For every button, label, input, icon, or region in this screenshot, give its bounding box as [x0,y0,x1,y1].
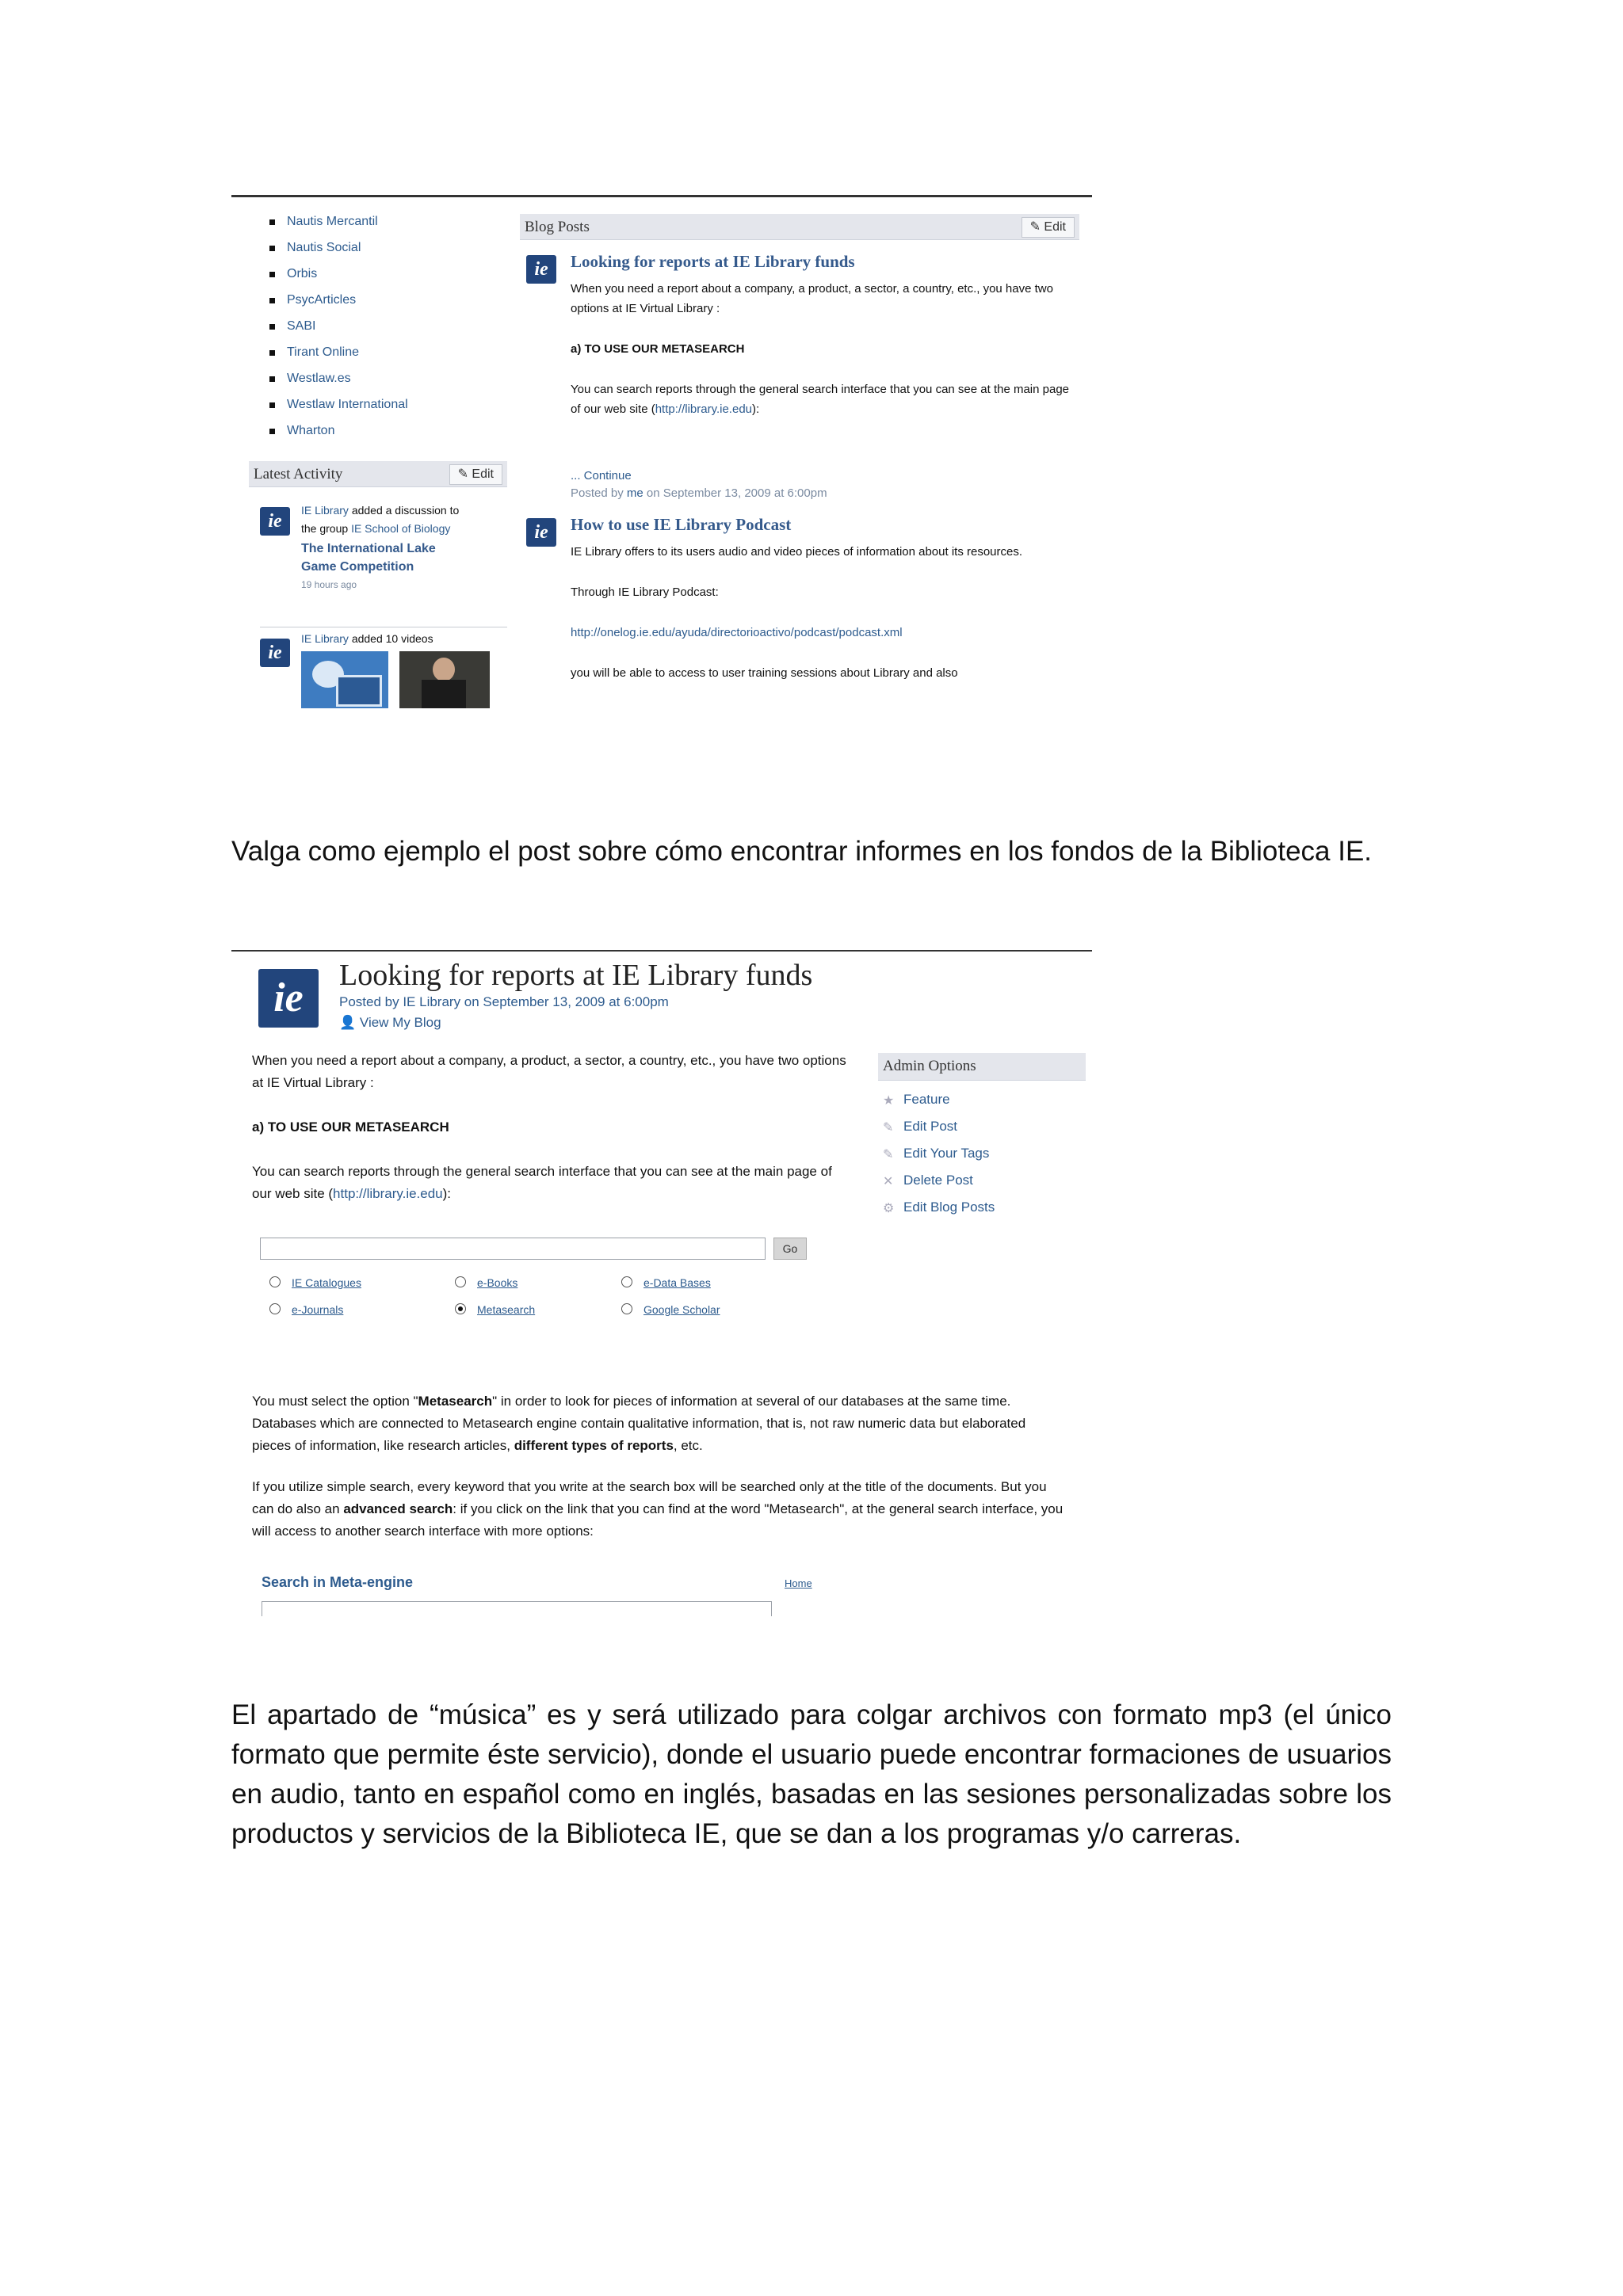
ie-logo-icon: ie [258,969,319,1028]
search-input[interactable] [260,1238,766,1260]
video-thumbnail-person[interactable] [399,651,490,708]
screenshot-blog-post [231,947,1092,1619]
text: on September 13, 2009 at 6:00pm [646,486,827,500]
admin-options-header [878,1053,1086,1081]
paragraph-musica: El apartado de “música” es y será utilizado para colgar archivos con formato mp3 (el único formato que permite éste servicio), donde el usuario puede encontrar formaciones de usuarios en audio, tanto en español como en inglés, basadas en las sesiones personalizadas sobre los productos y servicios de la Biblioteca IE, que se dan a los programas y/o carreras. [231,1699,1392,1849]
post1-meta [571,486,827,500]
latest-activity-header [249,461,507,487]
delete-icon: ✕ [883,1175,894,1188]
top-divider [231,195,1092,197]
text: , etc. [673,1438,703,1453]
database-link[interactable]: Orbis [269,266,475,292]
person-icon: 👤 [339,1015,357,1030]
database-link[interactable]: SABI [269,318,475,345]
post2-p1: IE Library offers to its users audio and video pieces of information about its resources. [571,545,1023,559]
blog-posts-header [520,214,1079,240]
activity-verb: added a discussion to the group [301,504,460,535]
view-my-blog-link[interactable]: View My Blog [359,1015,441,1030]
text: You can search reports through the general search interface that you can see at the main page of our web site ( [252,1164,832,1201]
database-link[interactable]: Nautis Mercantil [269,214,475,240]
option-label[interactable]: Metasearch [477,1303,536,1316]
post-p2: a) TO USE OUR METASEARCH [252,1119,449,1135]
option-label[interactable]: IE Catalogues [292,1276,361,1289]
text-bold: different types of reports [514,1438,674,1453]
text: You must select the option " [252,1394,418,1409]
ie-logo-icon: ie [526,518,556,547]
database-link[interactable]: PsycArticles [269,292,475,318]
pencil-icon: ✎ [883,1148,894,1161]
database-link[interactable]: Nautis Social [269,240,475,266]
admin-edit-post[interactable] [880,1118,1086,1145]
paragraph-example: Valga como ejemplo el post sobre cómo encontrar informes en los fondos de la Biblioteca IE. [231,836,1373,867]
ie-logo-icon: ie [526,255,556,284]
text: " in order to look for pieces of information at several of our databases at the same time. Databases which are connected to Metasearch engine contain qualitative information, that is, not raw numeric data but elaborated pieces of information, like research articles, [252,1394,1026,1453]
text: If you utilize simple search, every keyword that you write at the search box will be searched only at the title of the documents. But you can do also an [252,1479,1047,1516]
radio-metasearch[interactable] [455,1303,466,1314]
activity-verb: added 10 videos [351,632,433,645]
ie-logo-icon: ie [260,507,290,536]
author-link[interactable]: me [626,486,643,500]
database-link[interactable]: Tirant Online [269,345,475,371]
option-label[interactable]: e-Data Bases [643,1276,711,1289]
option-label[interactable]: e-Books [477,1276,518,1289]
radio-e-data-bases[interactable] [621,1276,632,1287]
label: Edit Post [903,1119,958,1134]
website-link[interactable]: http://library.ie.edu [333,1186,443,1201]
admin-edit-blog-posts[interactable] [880,1199,1086,1226]
activity-actor-link[interactable]: IE Library [301,632,349,645]
post-meta: Posted by IE Library on September 13, 2009 at 6:00pm [339,994,669,1009]
text: You can search reports through the general search interface that you can see at the main page of our web site ( [571,383,1070,416]
meta-engine-title: Search in Meta-engine [262,1574,414,1590]
ie-logo-icon: ie [260,639,290,667]
post-p3 [252,1161,854,1205]
database-link[interactable]: Westlaw International [269,397,475,423]
blog-posts-edit-button[interactable]: ✎ Edit [1022,217,1075,238]
text-bold: advanced search [343,1501,453,1516]
text: ): [752,402,760,416]
video-thumbnail-camera[interactable] [301,651,388,708]
home-link[interactable]: Home [785,1577,812,1589]
post1-title-link[interactable]: Looking for reports at IE Library funds [571,252,855,271]
admin-options-list [880,1091,1086,1226]
post1-p2: a) TO USE OUR METASEARCH [571,342,745,356]
go-button[interactable]: Go [773,1238,807,1260]
admin-delete-post[interactable] [880,1172,1086,1199]
text: Posted by [571,486,624,500]
edit-label: Edit [472,467,494,481]
post1-continue-link[interactable]: ... Continue [571,469,632,482]
database-link[interactable]: Westlaw.es [269,371,475,397]
post-p4 [252,1390,1068,1457]
option-label[interactable]: e-Journals [292,1303,344,1316]
post1-p1: When you need a report about a company, a product, a sector, a country, etc., you have two options at IE Virtual Library : [571,282,1053,315]
radio-e-journals[interactable] [269,1303,281,1314]
post-title: Looking for reports at IE Library funds [339,959,813,992]
database-list [269,214,475,449]
post-body-lower [252,1390,1068,1543]
activity-actor-link[interactable]: IE Library [301,504,349,517]
activity-item-1 [301,502,468,594]
activity-discussion-link[interactable]: The International Lake Game Competition [301,542,436,574]
option-label[interactable]: Google Scholar [643,1303,720,1316]
text: : if you click on the link that you can find at the word "Metasearch", at the general search interface, you will access to another search interface with more options: [252,1501,1064,1539]
view-my-blog[interactable] [339,1015,441,1031]
post1-body [571,279,1070,419]
label: Delete Post [903,1173,973,1188]
gear-icon: ⚙ [883,1202,895,1215]
label: Feature [903,1092,950,1107]
blog-posts-title: Blog Posts [525,219,590,235]
latest-activity-title: Latest Activity [254,466,343,482]
admin-edit-tags[interactable] [880,1145,1086,1172]
screenshot-blog-overview [231,189,1092,727]
pencil-icon: ✎ [883,1121,894,1135]
label: Edit Blog Posts [903,1199,995,1215]
radio-ie-catalogues[interactable] [269,1276,281,1287]
activity-time: 19 hours ago [301,579,357,590]
post-p5 [252,1476,1068,1543]
text: ): [442,1186,452,1201]
podcast-link[interactable]: http://onelog.ie.edu/ayuda/directorioactivo/podcast/podcast.xml [571,626,903,639]
post2-body [571,542,1070,683]
post-p1: When you need a report about a company, a product, a sector, a country, etc., you have two options at IE Virtual Library : [252,1053,846,1090]
website-link[interactable]: http://library.ie.edu [655,402,753,416]
post2-p2: Through IE Library Podcast: [571,585,719,599]
post2-p3: you will be able to access to user training sessions about Library and also [571,666,958,680]
post1-p3 [571,379,1070,419]
radio-google-scholar[interactable] [621,1303,632,1314]
post2-title-link[interactable]: How to use IE Library Podcast [571,515,792,534]
database-link[interactable]: Wharton [269,423,475,449]
post-body [252,1050,854,1205]
admin-feature[interactable] [880,1091,1086,1118]
text-bold: Metasearch [418,1394,493,1409]
star-icon: ★ [883,1094,895,1108]
edit-label: Edit [1044,220,1066,234]
meta-engine-input[interactable] [262,1601,772,1616]
latest-activity-edit-button[interactable]: ✎ Edit [449,464,502,485]
radio-e-books[interactable] [455,1276,466,1287]
label: Edit Your Tags [903,1146,990,1161]
admin-options-title: Admin Options [883,1058,976,1074]
activity-item-2 [301,632,433,645]
top-divider [231,950,1092,952]
activity-group-link[interactable]: IE School of Biology [351,522,451,535]
